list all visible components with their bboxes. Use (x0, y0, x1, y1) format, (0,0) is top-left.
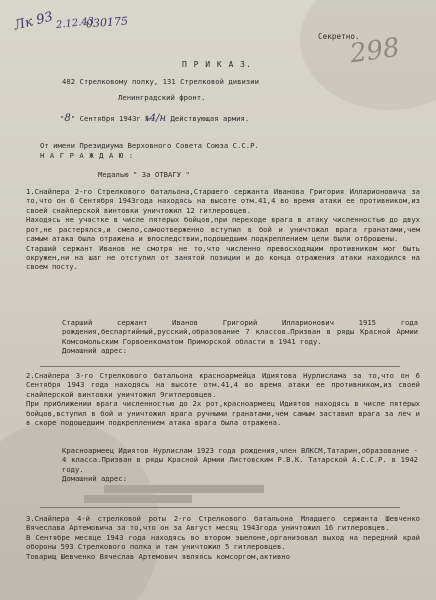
entry-2-bio (62, 446, 418, 484)
entry-paragraph: 3.Снайпера 4-й стрелковой роты 2-го Стрелкового батальона Младшего сержанта Шевченко Вячеслава Артемовича за то,что он за Август месяц 1943года уничтожил 16 гитлеровцев. (26, 514, 420, 533)
handwritten-day: 8 (64, 113, 71, 124)
order-date-line (60, 114, 249, 123)
secret-label: Секретно. (318, 32, 360, 41)
divider (40, 366, 400, 367)
entry-paragraph: Старший сержант Иванов не смотря не то,что численно превосходящим противником мог быть окружен,ни на шаг не отступил от занятой позиции и до конца отражения атаки находился на своем посту. (26, 243, 420, 272)
date-quote: " (60, 114, 65, 123)
award-heading: Н А Г Р А Ж Д А Ю : (40, 151, 134, 160)
handwritten-order-no: 4/н (149, 113, 167, 124)
bio-text: Красноармеец Идиятов Нурлислам 1923 года рождения,член ВЛКСМ,Татарин,образование - 4 класса.Призван в ряды Красной Армии Листовским Р.В.К. Татарской А.С.С.Р. в 1942 году. (62, 446, 418, 474)
award-entry-1 (26, 187, 420, 272)
entry-paragraph: В Сентябре месяце 1943 года находясь во втором эшелоне,организовал выход на передний край обороны 593 Стрелкового полка и там уничтожил 5 гитлеровцев. (26, 533, 420, 552)
handwritten-archive-ref: Лк 93 (12, 9, 55, 34)
entry-paragraph: Находясь не участке в числе пятерых бойцов,при переходе врага в атаку численностью до двух рот,не растерялся,и смело,самоотверженно вступил в бой и уничтожал врага гранатами,чем самым атака была отражена и впоследствии,подошедшим подкреплением цепи были отброшены. (26, 215, 420, 243)
handwritten-corner-number: 298 (348, 32, 402, 70)
date-rest: " Сентября 1943г № (70, 114, 150, 123)
entry-paragraph: 1.Снайпера 2-го Стрелкового батальона,Старшего сержанта Иванова Григория Иллариoновича за то,что он 6 Сентября 1943года находясь на высоте отм.41,4 во время атаки ее противником,из своей снайперской винтовки уничтожил 12 гитлеровцев. (26, 187, 420, 215)
medal-name: Медалью " За ОТВАГУ " (98, 170, 190, 179)
divider (40, 507, 400, 508)
handwritten-date: 2.12.43 (55, 16, 95, 31)
authority-line: От имени Президиума Верховного Совета Союза С.С.Р. (40, 141, 259, 150)
bio-text: Старший сержант Иванов Григорий Иллариoнович 1915 года рождения,беспартийный,русский,образование 7 классов.Призван в ряды Красной Армии Комсомольским Горвоенкоматом Приморской области в 1941 году. (62, 318, 418, 346)
award-entry-3 (26, 514, 420, 562)
entry-paragraph: Товарищ Шевченко Вячеслав Артемович являясь комсоргом,активно (26, 552, 290, 562)
address-label: Домашний адрес: (62, 346, 127, 356)
army-label: Действующая армия. (170, 114, 250, 123)
entry-paragraph: При приближении врага численностью до 2х рот,красноармеец Идиятов находясь в числе пятерых бойцов,вступил в бой и уничтожил врага ручными гранатами,чем самым заставил врага за леч и в скоре подошедшим подкреплением атака врага была отражена. (26, 399, 420, 427)
redacted-address (104, 485, 264, 493)
award-entry-2 (26, 371, 420, 428)
order-title: П Р И К А З. (182, 60, 252, 69)
entry-1-bio (62, 318, 418, 356)
handwritten-number: 030175 (85, 14, 129, 31)
front-line: Ленинградский фронт. (118, 93, 206, 102)
address-label: Домашний адрес: (62, 474, 127, 484)
redacted-address (84, 495, 192, 503)
unit-line: 482 Стрелковому полку, 131 Стрелковой дивизии (62, 77, 259, 86)
entry-paragraph: 2.Снайпера 3-го Стрелкового батальона красноармейца Идиятова Нурлислама за то,что он 6 Сентября 1943 года находясь на высоте отм.41,4 во время атаки ее противником,из своей снайперской винтовки уничтожил 9гитлеровцев. (26, 371, 420, 399)
